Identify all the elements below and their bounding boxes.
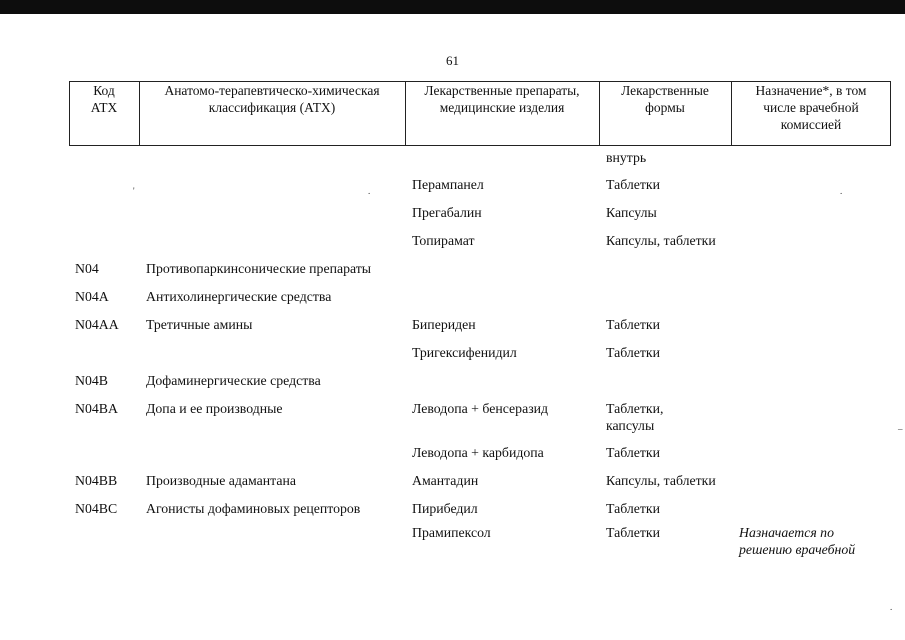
cell-form: Таблетки [606, 317, 661, 332]
cell-drug: Прегабалин [412, 205, 482, 220]
header-divider [69, 81, 70, 146]
cell-classification: Агонисты дофаминовых рецепторов [146, 501, 361, 516]
table-row [0, 344, 905, 366]
cell-classification: Дофаминергические средства [146, 373, 321, 388]
cell-drug: Амантадин [412, 473, 479, 488]
cell-form: Таблетки [606, 345, 661, 360]
scan-top-border [0, 0, 905, 14]
cell-classification: Антихолинергические средства [146, 289, 332, 304]
cell-drug: Леводопа + бенсеразид [412, 401, 549, 416]
cell-form: Таблетки [606, 177, 661, 192]
table-row [0, 524, 905, 564]
cell-form: Таблетки [606, 501, 661, 516]
table-row [0, 444, 905, 466]
cell-code: N04B [75, 373, 108, 388]
header-prescription: Назначение*, в том числе врачебной комиссией [755, 83, 867, 132]
table-row [0, 472, 905, 494]
cell-drug: Прамипексол [412, 525, 491, 540]
cell-code: N04A [75, 289, 109, 304]
header-divider [405, 81, 406, 146]
cell-form: Таблетки, капсулы [606, 401, 664, 433]
cell-form: Капсулы, таблетки [606, 233, 716, 248]
cell-classification: Третичные амины [146, 317, 253, 332]
cell-form: Капсулы [606, 205, 657, 220]
header-forms: Лекарственные формы [621, 83, 709, 115]
header-divider [731, 81, 732, 146]
cell-form: Таблетки [606, 525, 661, 540]
table-row [0, 400, 905, 440]
scan-speck: – [898, 424, 903, 434]
cell-code: N04BC [75, 501, 118, 516]
cell-drug: Топирамат [412, 233, 475, 248]
table-row [0, 288, 905, 310]
table-row [0, 500, 905, 522]
cell-code: N04BA [75, 401, 118, 416]
header-code: Код АТХ [90, 83, 118, 115]
cell-form: Капсулы, таблетки [606, 473, 716, 488]
cell-classification: Производные адамантана [146, 473, 297, 488]
table-row [0, 176, 905, 198]
cell-drug: Тригексифенидил [412, 345, 517, 360]
table-row [0, 232, 905, 254]
cell-drug: Леводопа + карбидопа [412, 445, 544, 460]
cell-code: N04BB [75, 473, 118, 488]
cell-code: N04 [75, 261, 99, 276]
header-drugs: Лекарственные препараты, медицинские изделия [424, 83, 580, 115]
cell-form: Таблетки [606, 445, 661, 460]
cell-code: N04AA [75, 317, 119, 332]
cell-drug: Перампанел [412, 177, 484, 192]
cell-classification: Противопаркинсонические препараты [146, 261, 372, 276]
cell-form: внутрь [606, 150, 647, 165]
cell-drug: Бипериден [412, 317, 476, 332]
header-classification: Анатомо-терапевтическо-химическая классификация (АТХ) [164, 83, 380, 115]
cell-note: Назначается по решению врачебной [739, 525, 856, 557]
scan-speck: . [368, 186, 371, 196]
cell-drug: Пирибедил [412, 501, 478, 516]
table-row [0, 260, 905, 282]
header-divider [139, 81, 140, 146]
scan-speck: . [840, 186, 843, 196]
header-divider [599, 81, 600, 146]
scan-speck: ' [133, 186, 135, 196]
table-row [0, 316, 905, 338]
scan-speck: . [890, 602, 893, 612]
table-row [0, 204, 905, 226]
header-divider [890, 81, 891, 146]
cell-classification: Допа и ее производные [146, 401, 283, 416]
table-row [0, 372, 905, 394]
table-row [0, 149, 905, 171]
page-number: 61 [446, 53, 459, 68]
